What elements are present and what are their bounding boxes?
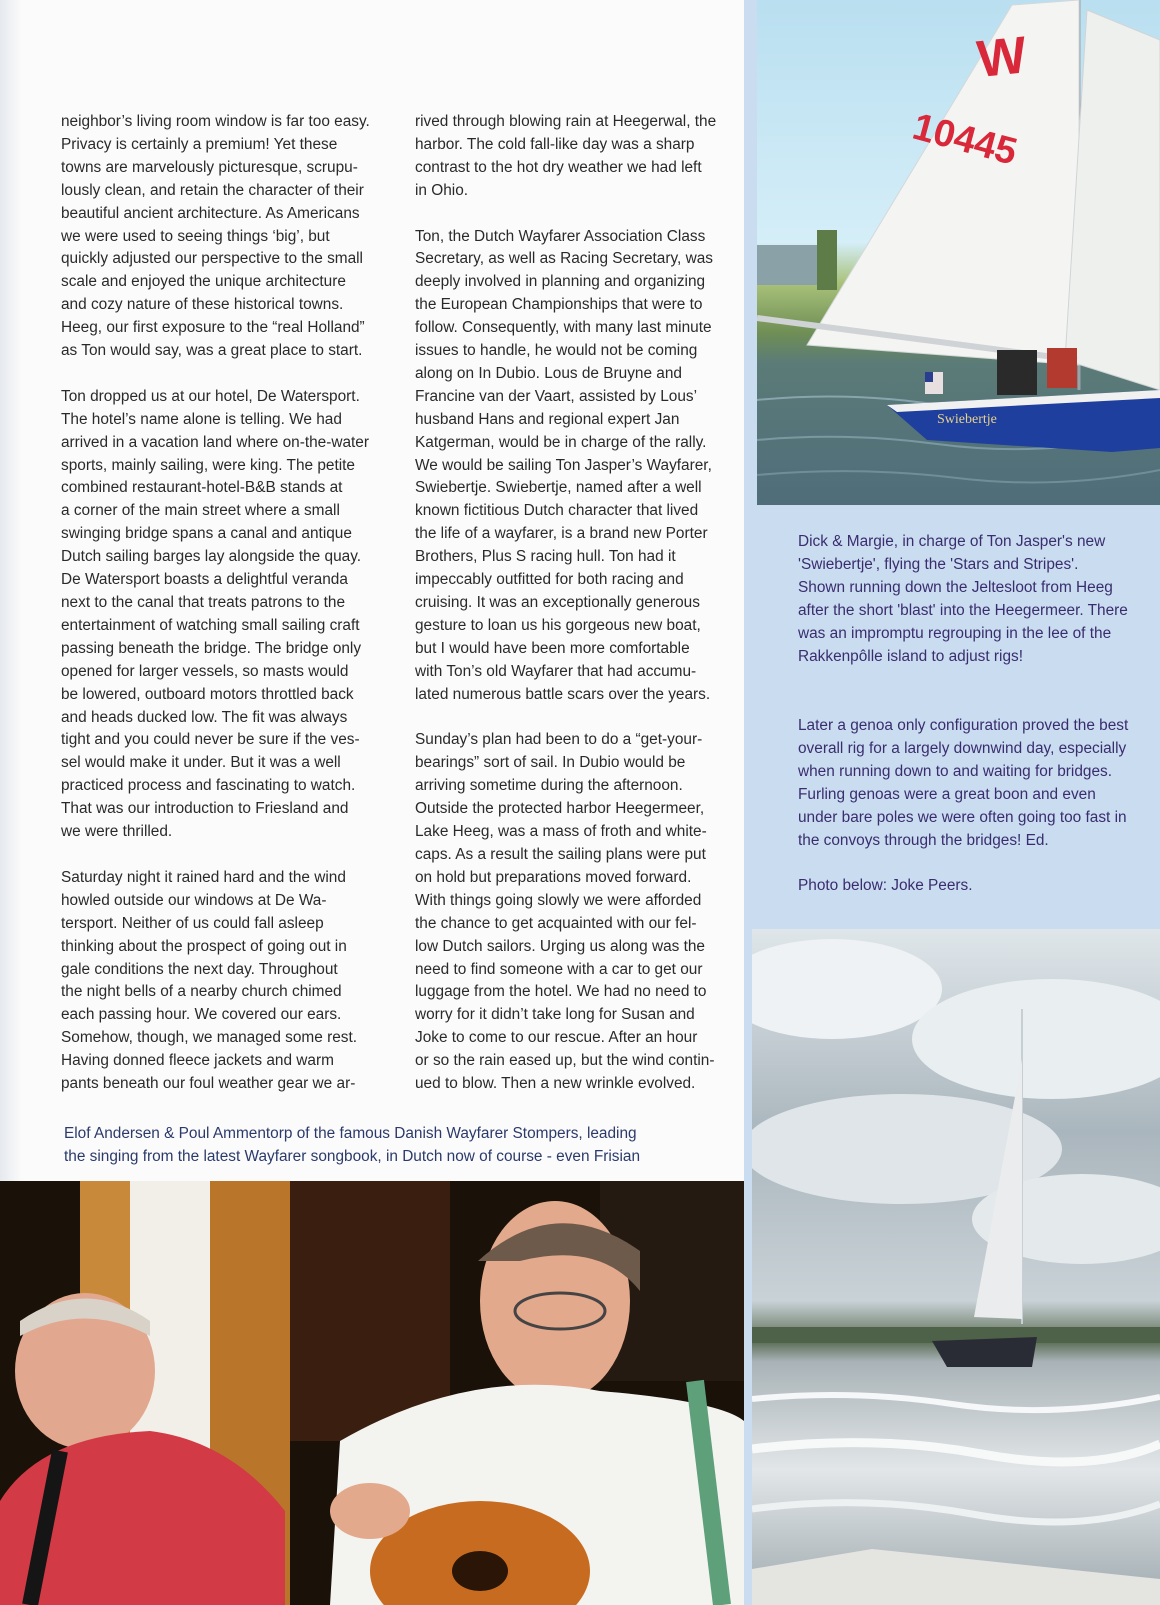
paragraph: rived through blowing rain at Heegerwal, the harbor. The cold fall-like day was a sharp contrast to the hot dry weather we had left in Ohio. <box>415 113 717 199</box>
paragraph: Ton, the Dutch Wayfarer Association Class Secretary, as well as Racing Secretary, was deeply involved in planning and organizing the European Championships that were to follow. Consequently, with many last minute issues to handle, he would not be coming along on In Dubio. Lous de Bruyne and Francine van der Vaart, assisted by Lous’ husband Hans and regional expert Jan Katgerman, would be in charge of the rally. We would be sailing Ton Jasper’s Wayfarer, Swiebertje. Swiebertje, named after a well known fictitious Dutch character that lived the life of a wayfarer, is a brand new Porter Brothers, Plus S racing hull. Ton had it impeccably outfitted for both racing and cruising. It was an exceptionally generous gesture to loan us his gorgeous new boat, but I would have been more comfortable with Ton’s old Wayfarer that had accumu- lated numerous battle scars over the years. <box>415 227 713 703</box>
guitar-sound-hole <box>452 1551 508 1591</box>
photo-sailboat-swiebertje <box>757 0 1160 505</box>
sail-logo-letter: W <box>974 26 1030 90</box>
us-flag-canton <box>925 372 933 382</box>
photo-wayfarer-stompers <box>0 1181 744 1605</box>
article-column-left <box>61 111 393 1096</box>
boat-name-lettering: Swiebertje <box>937 412 997 427</box>
mainsail <box>807 0 1079 365</box>
sail-photo-caption: Dick & Margie, in charge of Ton Jasper's new 'Swiebertje', flying the 'Stars and Stripes'. Shown running down the Jeltesloot from Heeg after the short 'blast' into the Heegermeer. There was an impromptu regrouping in the lee of the Rakkenpôlle island to adjust rigs! <box>798 533 1128 665</box>
dark-window <box>290 1181 450 1441</box>
lake-illustration <box>752 929 1160 1605</box>
band-illustration <box>0 1181 744 1605</box>
crew-member <box>1047 348 1077 388</box>
paragraph: Saturday night it rained hard and the wind howled outside our windows at De Wa- tersport. Neither of us could fall asleep thinking about the prospect of going out in gale conditions the next day. Throughout the night bells of a nearby church chimed each passing hour. We covered our ears. Somehow, though, we managed some rest. Having donned fleece jackets and warm pants beneath our foul weather gear we ar- <box>61 868 358 1093</box>
article-column-middle <box>415 111 741 1096</box>
foreground-deck <box>752 1549 1160 1605</box>
shore-tree <box>817 230 837 290</box>
band-photo-caption: Elof Andersen & Poul Ammentorp of the famous Danish Wayfarer Stompers, leading the singing from the latest Wayfarer songbook, in Dutch now of course - even Frisian <box>64 1125 640 1165</box>
water-ripple <box>757 470 1160 483</box>
paragraph: Sunday’s plan had been to do a “get-your- bearings” sort of sail. In Dubio would be arriving sometime during the afternoon. Outside the protected harbor Heegermeer, Lake Heeg, was a mass of froth and white- caps. As a result the sailing plans were put on hold but preparations moved forward. With things going slowly we were afforded the chance to get acquainted with our fel- low Dutch sailors. Urging us along was the need to find someone with a car to get our luggage from the hotel. We had no need to worry for it didn’t take long for Susan and Joke to come to our rescue. After an hour or so the rain eased up, but the wind contin- ued to blow. Then a new wrinkle evolved. <box>415 731 715 1093</box>
strumming-hand <box>330 1483 410 1539</box>
editor-note: Later a genoa only configuration proved the best overall rig for a largely downwind day, especially when running down to and waiting for bridges. Furling genoas were a great boon and even under bare poles we were often going too fast in the convoys through the bridges! Ed. <box>798 717 1129 849</box>
cloud <box>752 939 942 1039</box>
water-glare <box>752 1443 1160 1462</box>
hull <box>932 1337 1037 1367</box>
paragraph: neighbor’s living room window is far too easy. Privacy is certainly a premium! Yet these towns are marvelously picturesque, scrupu- lously clean, and retain the character of their beautiful ancient architecture. As Americans we were used to seeing things ‘big’, but quickly adjusted our perspective to the small scale and enjoyed the unique architecture and cozy nature of these historical towns. Heeg, our first exposure to the “real Holland” as Ton would say, was a great place to start. <box>61 113 370 360</box>
cloud <box>912 979 1160 1099</box>
sail-number: 10445 <box>908 105 1022 174</box>
photo-credit: Photo below: Joke Peers. <box>798 877 973 894</box>
photo-lake-sailboat <box>752 929 1160 1605</box>
water-glare <box>752 1395 1160 1410</box>
shore-building <box>757 245 817 285</box>
paragraph: Ton dropped us at our hotel, De Watersport. The hotel’s name alone is telling. We had arrived in a vacation land where on-the-water sports, mainly sailing, were king. The petite combined restaurant-hotel-B&B stands at a corner of the main street where a small swinging bridge spans a canal and antique Dutch sailing barges lay alongside the quay. De Watersport boasts a delightful veranda next to the canal that treats patrons to the entertainment of watching small sailing craft passing beneath the bridge. The bridge only opened for larger vessels, so masts would be lowered, outboard motors throttled back and heads ducked low. The fit was always tight and you could never be sure if the ves- sel would make it under. But it was a well practiced process and fascinating to watch. That was our introduction to Friesland and we were thrilled. <box>61 387 369 841</box>
sailboat-illustration <box>757 0 1160 505</box>
crew-member <box>997 350 1037 395</box>
water-glare <box>752 1503 1160 1522</box>
